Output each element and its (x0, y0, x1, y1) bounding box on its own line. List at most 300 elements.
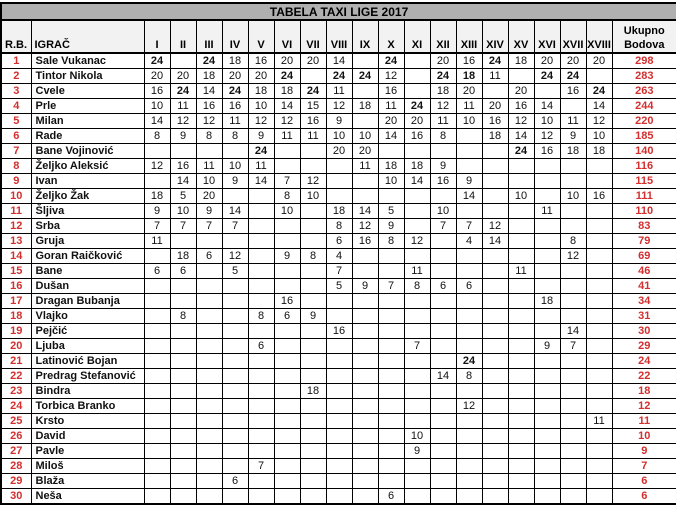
player-name-cell: Dragan Bubanja (31, 294, 144, 309)
score-cell (404, 459, 430, 474)
score-cell (144, 489, 170, 505)
player-name-cell: Gruja (31, 234, 144, 249)
col-header-round-XV: XV (508, 20, 534, 53)
player-name-cell: Miloš (31, 459, 144, 474)
score-cell (144, 294, 170, 309)
score-cell: 18 (326, 204, 352, 219)
score-cell: 16 (144, 84, 170, 99)
score-cell: 20 (560, 53, 586, 69)
score-cell: 18 (560, 144, 586, 159)
score-cell (508, 294, 534, 309)
score-cell (274, 414, 300, 429)
score-cell: 12 (482, 219, 508, 234)
col-header-round-XIV: XIV (482, 20, 508, 53)
score-cell (378, 444, 404, 459)
score-cell (404, 324, 430, 339)
score-cell (482, 264, 508, 279)
score-cell: 7 (404, 339, 430, 354)
score-cell (352, 294, 378, 309)
score-cell (430, 444, 456, 459)
score-cell (352, 189, 378, 204)
score-cell: 12 (352, 219, 378, 234)
score-cell (300, 474, 326, 489)
col-header-round-II: II (170, 20, 196, 53)
score-cell: 15 (300, 99, 326, 114)
player-name-cell: Tintor Nikola (31, 69, 144, 84)
score-cell: 11 (456, 99, 482, 114)
score-cell (482, 294, 508, 309)
rank-cell: 18 (1, 309, 31, 324)
score-cell: 14 (456, 189, 482, 204)
column-header-row (1, 20, 676, 53)
score-cell: 5 (222, 264, 248, 279)
score-cell: 10 (430, 204, 456, 219)
score-cell (378, 249, 404, 264)
score-cell (534, 459, 560, 474)
score-cell: 14 (560, 324, 586, 339)
score-cell (404, 414, 430, 429)
score-cell (404, 189, 430, 204)
player-name-cell: Cvele (31, 84, 144, 99)
score-cell (144, 174, 170, 189)
score-cell (222, 369, 248, 384)
score-cell (300, 324, 326, 339)
score-cell (430, 264, 456, 279)
score-cell (456, 129, 482, 144)
score-cell (274, 489, 300, 505)
player-name-cell: Goran Raičković (31, 249, 144, 264)
score-cell: 10 (196, 174, 222, 189)
score-cell: 7 (456, 219, 482, 234)
score-cell: 10 (222, 159, 248, 174)
score-cell (482, 309, 508, 324)
score-cell (352, 114, 378, 129)
score-cell (508, 174, 534, 189)
score-cell: 14 (144, 114, 170, 129)
score-cell: 18 (274, 84, 300, 99)
score-cell (352, 384, 378, 399)
score-cell (170, 294, 196, 309)
score-cell (560, 264, 586, 279)
score-cell (300, 444, 326, 459)
score-cell: 8 (326, 219, 352, 234)
score-cell: 20 (222, 69, 248, 84)
score-cell: 7 (378, 279, 404, 294)
score-cell (456, 159, 482, 174)
score-cell: 14 (586, 99, 612, 114)
score-cell: 18 (196, 69, 222, 84)
score-cell: 10 (326, 129, 352, 144)
score-cell (326, 159, 352, 174)
score-cell (170, 369, 196, 384)
score-cell (196, 234, 222, 249)
score-cell (456, 459, 482, 474)
score-cell: 12 (560, 249, 586, 264)
rank-cell: 25 (1, 414, 31, 429)
score-cell: 11 (300, 129, 326, 144)
col-header-round-IX: IX (352, 20, 378, 53)
col-header-round-V: V (248, 20, 274, 53)
total-cell: 7 (612, 459, 676, 474)
score-cell (508, 369, 534, 384)
col-header-rank: R.B. (1, 20, 31, 53)
score-cell (144, 414, 170, 429)
score-cell (482, 339, 508, 354)
score-cell: 6 (196, 249, 222, 264)
score-cell: 12 (430, 99, 456, 114)
score-cell: 12 (274, 114, 300, 129)
score-cell (248, 264, 274, 279)
score-cell (404, 204, 430, 219)
score-cell (170, 324, 196, 339)
score-cell: 9 (404, 444, 430, 459)
score-cell (560, 204, 586, 219)
score-cell (352, 324, 378, 339)
score-cell (560, 414, 586, 429)
total-header-line1: Ukupno (623, 25, 665, 37)
player-name-cell: Neša (31, 489, 144, 505)
score-cell (586, 474, 612, 489)
score-cell (326, 489, 352, 505)
score-cell: 12 (196, 114, 222, 129)
score-cell (248, 474, 274, 489)
score-cell: 16 (326, 324, 352, 339)
score-cell (378, 189, 404, 204)
player-name-cell: Dušan (31, 279, 144, 294)
rank-cell: 20 (1, 339, 31, 354)
score-cell (560, 369, 586, 384)
score-cell: 20 (144, 69, 170, 84)
score-cell: 16 (456, 53, 482, 69)
player-name-cell: Željko Žak (31, 189, 144, 204)
score-cell: 24 (404, 99, 430, 114)
score-cell (534, 399, 560, 414)
score-cell (300, 429, 326, 444)
score-cell: 9 (534, 339, 560, 354)
table-row (1, 444, 676, 459)
total-cell: 29 (612, 339, 676, 354)
score-cell (144, 339, 170, 354)
score-cell (352, 414, 378, 429)
score-cell: 10 (586, 129, 612, 144)
score-cell (352, 84, 378, 99)
score-cell (300, 279, 326, 294)
score-cell: 14 (378, 129, 404, 144)
player-name-cell: Šljiva (31, 204, 144, 219)
score-cell (170, 399, 196, 414)
score-cell (430, 189, 456, 204)
score-cell (144, 279, 170, 294)
score-cell (196, 294, 222, 309)
table-row (1, 399, 676, 414)
score-cell (560, 99, 586, 114)
score-cell (170, 279, 196, 294)
score-cell (222, 444, 248, 459)
score-cell (586, 324, 612, 339)
table-row (1, 324, 676, 339)
score-cell: 20 (456, 84, 482, 99)
score-cell (508, 429, 534, 444)
total-cell: 140 (612, 144, 676, 159)
rank-cell: 10 (1, 189, 31, 204)
score-cell (456, 339, 482, 354)
score-cell: 16 (586, 189, 612, 204)
score-cell (300, 339, 326, 354)
score-cell (534, 279, 560, 294)
score-cell (560, 279, 586, 294)
score-cell (560, 174, 586, 189)
score-cell (378, 384, 404, 399)
score-cell: 24 (534, 69, 560, 84)
col-header-round-VIII: VIII (326, 20, 352, 53)
score-cell: 24 (248, 144, 274, 159)
score-cell: 12 (586, 114, 612, 129)
total-cell: 298 (612, 53, 676, 69)
score-cell (144, 309, 170, 324)
score-cell (196, 429, 222, 444)
score-cell (404, 309, 430, 324)
player-name-cell: Rade (31, 129, 144, 144)
score-cell: 5 (378, 204, 404, 219)
score-cell (508, 354, 534, 369)
score-cell (534, 309, 560, 324)
score-cell (274, 159, 300, 174)
score-cell (170, 429, 196, 444)
score-cell (456, 204, 482, 219)
score-cell (274, 219, 300, 234)
score-cell (534, 489, 560, 505)
score-cell: 8 (248, 309, 274, 324)
table-row (1, 234, 676, 249)
score-cell: 8 (144, 129, 170, 144)
score-cell: 11 (482, 69, 508, 84)
total-header-line2: Bodova (624, 39, 665, 51)
score-cell (300, 159, 326, 174)
score-cell (430, 429, 456, 444)
score-cell (326, 189, 352, 204)
score-cell (456, 324, 482, 339)
score-cell (326, 399, 352, 414)
score-cell: 18 (456, 69, 482, 84)
score-cell: 11 (404, 264, 430, 279)
score-cell (196, 369, 222, 384)
table-body (1, 53, 676, 504)
score-cell: 14 (404, 174, 430, 189)
rank-cell: 11 (1, 204, 31, 219)
score-cell (404, 53, 430, 69)
score-cell: 9 (326, 114, 352, 129)
score-cell: 7 (430, 219, 456, 234)
score-cell (508, 444, 534, 459)
rank-cell: 8 (1, 159, 31, 174)
rank-cell: 5 (1, 114, 31, 129)
score-cell (274, 144, 300, 159)
score-cell (430, 294, 456, 309)
score-cell (248, 399, 274, 414)
rank-cell: 30 (1, 489, 31, 505)
score-cell (430, 249, 456, 264)
score-cell: 20 (482, 99, 508, 114)
score-cell (352, 444, 378, 459)
score-cell (222, 144, 248, 159)
score-cell: 18 (378, 159, 404, 174)
score-cell: 12 (378, 69, 404, 84)
score-cell: 16 (170, 159, 196, 174)
score-cell (170, 144, 196, 159)
score-cell (404, 294, 430, 309)
score-cell (560, 399, 586, 414)
score-cell (404, 369, 430, 384)
table-row (1, 219, 676, 234)
total-cell: 11 (612, 414, 676, 429)
score-cell (196, 474, 222, 489)
score-cell: 11 (248, 159, 274, 174)
score-cell: 16 (430, 174, 456, 189)
rank-cell: 27 (1, 444, 31, 459)
score-cell (508, 279, 534, 294)
col-header-round-X: X (378, 20, 404, 53)
total-cell: 111 (612, 189, 676, 204)
table-row (1, 309, 676, 324)
col-header-player: IGRAČ (31, 20, 144, 53)
col-header-round-IV: IV (222, 20, 248, 53)
score-cell (378, 264, 404, 279)
score-cell: 24 (326, 69, 352, 84)
table-row (1, 189, 676, 204)
score-cell (482, 84, 508, 99)
score-cell (586, 264, 612, 279)
score-cell (222, 324, 248, 339)
table-row (1, 99, 676, 114)
score-cell (222, 279, 248, 294)
score-cell: 10 (352, 129, 378, 144)
col-header-round-XVI: XVI (534, 20, 560, 53)
total-cell: 34 (612, 294, 676, 309)
score-cell (482, 354, 508, 369)
score-cell: 20 (378, 114, 404, 129)
total-cell: 46 (612, 264, 676, 279)
total-cell: 115 (612, 174, 676, 189)
score-cell: 8 (430, 129, 456, 144)
score-cell (534, 384, 560, 399)
rank-cell: 21 (1, 354, 31, 369)
score-cell (586, 354, 612, 369)
score-cell: 9 (196, 204, 222, 219)
score-cell (248, 279, 274, 294)
score-cell: 7 (274, 174, 300, 189)
score-cell (482, 279, 508, 294)
score-cell: 7 (248, 459, 274, 474)
score-cell (222, 429, 248, 444)
score-cell (352, 369, 378, 384)
player-name-cell: Krsto (31, 414, 144, 429)
rank-cell: 17 (1, 294, 31, 309)
score-cell (222, 234, 248, 249)
rank-cell: 28 (1, 459, 31, 474)
score-cell: 18 (248, 84, 274, 99)
score-cell (170, 384, 196, 399)
score-cell (586, 384, 612, 399)
total-cell: 6 (612, 489, 676, 505)
score-cell: 9 (274, 249, 300, 264)
score-cell: 16 (378, 84, 404, 99)
score-cell (560, 474, 586, 489)
score-cell: 24 (482, 53, 508, 69)
score-cell (378, 414, 404, 429)
score-cell (222, 414, 248, 429)
total-cell: 22 (612, 369, 676, 384)
total-cell: 185 (612, 129, 676, 144)
score-cell (456, 294, 482, 309)
score-cell: 24 (170, 84, 196, 99)
score-cell (404, 489, 430, 505)
score-cell (456, 384, 482, 399)
total-cell: 18 (612, 384, 676, 399)
score-cell (196, 144, 222, 159)
score-cell: 10 (508, 189, 534, 204)
score-cell: 24 (378, 53, 404, 69)
score-cell: 20 (352, 144, 378, 159)
score-cell (196, 324, 222, 339)
score-cell (456, 444, 482, 459)
player-name-cell: Pavle (31, 444, 144, 459)
score-cell: 8 (170, 309, 196, 324)
score-cell (274, 234, 300, 249)
score-cell (196, 489, 222, 505)
score-cell (144, 384, 170, 399)
player-name-cell: Željko Aleksić (31, 159, 144, 174)
score-cell (144, 459, 170, 474)
score-cell (430, 309, 456, 324)
score-cell (352, 429, 378, 444)
score-cell (274, 339, 300, 354)
score-cell (378, 399, 404, 414)
table-row (1, 294, 676, 309)
rank-cell: 13 (1, 234, 31, 249)
score-cell: 6 (378, 489, 404, 505)
total-cell: 83 (612, 219, 676, 234)
table-row (1, 204, 676, 219)
score-cell: 16 (274, 294, 300, 309)
score-cell: 20 (300, 53, 326, 69)
total-cell: 24 (612, 354, 676, 369)
score-cell (352, 339, 378, 354)
rank-cell: 22 (1, 369, 31, 384)
score-cell: 12 (248, 114, 274, 129)
score-cell (508, 324, 534, 339)
table-row (1, 84, 676, 99)
score-cell (482, 429, 508, 444)
score-cell (300, 234, 326, 249)
score-cell: 20 (170, 69, 196, 84)
rank-cell: 1 (1, 53, 31, 69)
score-cell (560, 429, 586, 444)
score-cell (404, 354, 430, 369)
score-cell (144, 444, 170, 459)
score-cell: 9 (144, 204, 170, 219)
score-cell (248, 369, 274, 384)
table-row (1, 414, 676, 429)
score-cell: 9 (560, 129, 586, 144)
rank-cell: 4 (1, 99, 31, 114)
score-cell (170, 354, 196, 369)
score-cell (196, 384, 222, 399)
score-cell (170, 459, 196, 474)
score-cell: 10 (534, 114, 560, 129)
score-cell (274, 324, 300, 339)
score-cell (274, 399, 300, 414)
score-cell: 12 (404, 234, 430, 249)
